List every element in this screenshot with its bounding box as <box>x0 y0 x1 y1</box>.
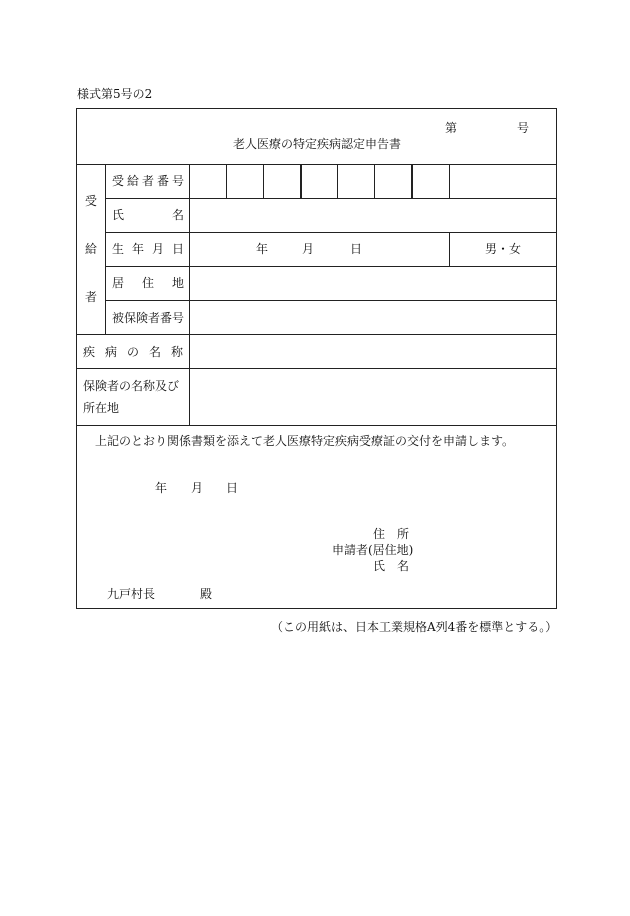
application-form <box>76 108 557 609</box>
number-label-dai: 第 <box>445 121 458 135</box>
digit-box-divider <box>226 164 227 198</box>
rule-number-box-end <box>449 164 450 198</box>
addressee-honorific: 殿 <box>200 587 213 601</box>
applicant-address-label: 住 所 <box>373 527 410 541</box>
rule-recipient-number-bottom <box>105 198 556 199</box>
rule-recipient-bottom <box>77 334 556 335</box>
sex-options: 男・女 <box>485 242 522 256</box>
address-label: 居住地 <box>112 276 184 290</box>
digit-box-divider <box>300 164 302 198</box>
rule-label-column <box>189 164 190 425</box>
birth-date-label: 生年月日 <box>112 242 184 256</box>
rule-birth-bottom <box>105 266 556 267</box>
name-label: 氏 名 <box>112 208 184 222</box>
applicant-label: 申請者(居住地) <box>332 543 414 557</box>
date-month-label: 月 <box>191 481 204 495</box>
birth-month-label: 月 <box>302 242 315 256</box>
disease-name-label: 疾病の名称 <box>83 345 183 359</box>
insurer-label-line2: 所在地 <box>83 401 120 415</box>
paper-size-footnote: （この用紙は、日本工業規格A列4番を標準とする。） <box>271 620 558 634</box>
rule-sex-column <box>449 232 450 266</box>
form-number-label: 様式第5号の2 <box>77 87 153 101</box>
rule-header-bottom <box>77 164 556 165</box>
applicant-name-label: 氏 名 <box>373 559 410 573</box>
rule-group-column <box>105 164 106 334</box>
insurer-label-line1: 保険者の名称及び <box>83 379 180 393</box>
date-year-label: 年 <box>155 481 168 495</box>
digit-box-divider <box>411 164 413 198</box>
form-title: 老人医療の特定疾病認定申告書 <box>233 137 402 151</box>
digit-box-divider <box>263 164 264 198</box>
digit-box-divider <box>374 164 375 198</box>
insured-number-label: 被保険者番号 <box>112 311 185 325</box>
digit-box-divider <box>337 164 338 198</box>
addressee-name: 九戸村長 <box>107 587 156 601</box>
birth-year-label: 年 <box>256 242 269 256</box>
rule-name-bottom <box>105 232 556 233</box>
birth-day-label: 日 <box>350 242 363 256</box>
application-statement: 上記のとおり関係書類を添えて老人医療特定疾病受療証の交付を申請します。 <box>95 434 515 448</box>
rule-disease-bottom <box>77 368 556 369</box>
recipient-label-char: 受 <box>85 194 98 208</box>
recipient-number-label: 受給者番号 <box>112 174 184 188</box>
recipient-label-char: 者 <box>85 290 98 304</box>
number-label-go: 号 <box>517 121 530 135</box>
rule-address-bottom <box>105 300 556 301</box>
recipient-label-char: 給 <box>85 242 98 256</box>
rule-insurer-bottom <box>77 425 556 426</box>
date-day-label: 日 <box>226 481 239 495</box>
